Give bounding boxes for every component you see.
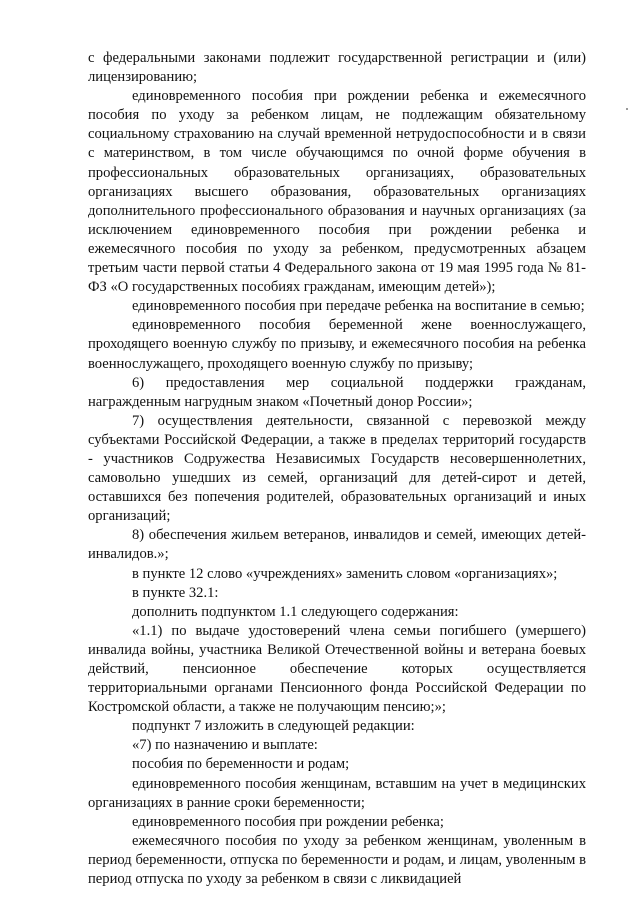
paragraph: единовременного пособия при рождении ребенка; — [132, 813, 444, 830]
paragraph: единовременного пособия при рождении ребенка и ежемесячного пособия по уходу за ребенком лицам, не подлежащим обязательному социальному страхованию на случай временной нетрудоспособности и в связи с материнством, в том числе обучающимся по очной форме обучения в профессиональных образовательных организациях, образовательных организациях высшего образования, образовательных организациях дополнительного профессионального образования и научных организациях (за исключением единовременного пособия при рождении ребенка и ежемесячного пособия по уходу за ребенком, предусмотренных абзацем третьим части первой статьи 4 Федерального закона от 19 мая 1995 года № 81-ФЗ «О государственных пособиях гражданам, имеющим детей»); — [88, 88, 586, 296]
paragraph: «7) по назначению и выплате: — [132, 737, 318, 754]
paragraph: 6) предоставления мер социальной поддержки гражданам, награжденным нагрудным знаком «Почетный донор России»; — [88, 374, 586, 410]
paragraph: единовременного пособия беременной жене военнослужащего, проходящего военную службу по призыву, и ежемесячного пособия на ребенка военнослужащего, проходящего военную службу по призыву; — [88, 317, 586, 372]
paragraph: в пункте 32.1: — [132, 584, 219, 601]
scan-speck — [626, 108, 628, 110]
paragraph: ежемесячного пособия по уходу за ребенком женщинам, уволенным в период беременности, отпуска по беременности и родам, и лицам, уволенным в период отпуска по уходу за ребенком в связи с ликвидацией — [88, 832, 586, 888]
paragraph: 7) осуществления деятельности, связанной с перевозкой между субъектами Российской Федерации, а также в пределах территорий государств - участников Содружества Независимых Государств несовершеннолетних, самовольно ушедших из семей, организаций для детей-сирот и детей, оставшихся без попечения родителей, образовательных организаций и иных организаций; — [88, 412, 586, 525]
paragraph: в пункте 12 слово «учреждениях» заменить словом «организациях»; — [132, 565, 558, 582]
paragraph: единовременного пособия при передаче ребенка на воспитание в семью; — [132, 298, 585, 315]
paragraph: дополнить подпунктом 1.1 следующего содержания: — [132, 603, 459, 620]
paragraph: 8) обеспечения жильем ветеранов, инвалидов и семей, имеющих детей-инвалидов.»; — [88, 527, 586, 563]
paragraph: подпункт 7 изложить в следующей редакции: — [132, 718, 415, 735]
paragraph: единовременного пособия женщинам, вставшим на учет в медицинских организациях в ранние сроки беременности; — [88, 775, 586, 811]
paragraph: «1.1) по выдаче удостоверений члена семьи погибшего (умершего) инвалида войны, участника Великой Отечественной войны и ветерана боевых действий, пенсионное обеспечение которых осуществляется территориальными органами Пенсионного фонда Российской Федерации по Костромской области, а также не получающим пенсию;»; — [88, 622, 586, 716]
paragraph: с федеральными законами подлежит государственной регистрации и (или) лицензированию; — [88, 50, 586, 86]
paragraph: пособия по беременности и родам; — [132, 756, 350, 773]
document-page — [88, 49, 586, 889]
